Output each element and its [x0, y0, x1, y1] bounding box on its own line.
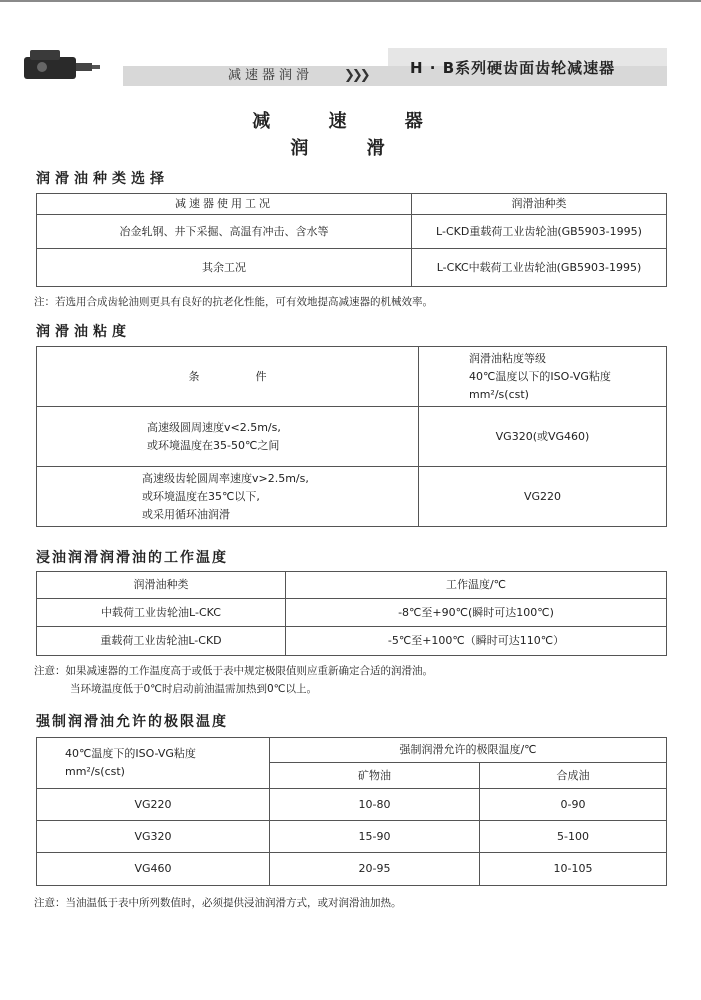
table-cell: VG320	[37, 821, 270, 853]
column-header-line: mm²/s(cst)	[65, 765, 125, 778]
table-cell: 中载荷工业齿轮油L-CKC	[37, 599, 286, 627]
table-cell	[37, 467, 419, 527]
section3-note-line1: 注意：如果减速器的工作温度高于或低于表中规定极限值则应重新确定合适的润滑油。	[34, 665, 433, 677]
top-rule	[0, 0, 701, 2]
table-header-row	[37, 347, 667, 407]
section3-heading: 浸油润滑润滑油的工作温度	[36, 550, 228, 566]
column-header	[419, 347, 667, 407]
table-cell: -8℃至+90℃(瞬时可达100℃)	[286, 599, 667, 627]
column-subheader: 合成油	[480, 763, 667, 789]
section1-note: 注：若选用合成齿轮油则更具有良好的抗老化性能，可有效地提高减速器的机械效率。	[34, 296, 433, 308]
table-cell: VG460	[37, 853, 270, 886]
table-row	[37, 215, 667, 249]
column-subheader: 矿物油	[270, 763, 480, 789]
section1-heading: 润滑油种类选择	[36, 171, 169, 187]
reducer-motor-icon	[22, 47, 102, 83]
header-section-label: 减速器润滑	[228, 68, 314, 83]
table-row	[37, 467, 667, 527]
cell-line: 高速级圆周速度v<2.5m/s,	[147, 420, 281, 434]
table-cell: 5-100	[480, 821, 667, 853]
header-series-title: H · B系列硬齿面齿轮减速器	[410, 59, 616, 77]
cell-line: 高速级齿轮圆周率速度v>2.5m/s,	[142, 471, 309, 485]
table-cell: 20-95	[270, 853, 480, 886]
column-header	[37, 738, 270, 789]
page-title-line1: 减 速 器	[252, 111, 449, 132]
table-cell: L-CKC中载荷工业齿轮油(GB5903-1995)	[412, 249, 667, 287]
section4-heading: 强制润滑油允许的极限温度	[36, 714, 228, 730]
section3-note-line2: 当环境温度低于0℃时启动前油温需加热到0℃以上。	[70, 683, 317, 695]
column-header: 条 件	[37, 347, 419, 407]
column-header: 润滑油种类	[412, 194, 667, 215]
column-header-line: 润滑油粘度等级	[469, 351, 546, 365]
table-row	[37, 627, 667, 656]
header-arrows: ❯❯❯	[344, 68, 368, 83]
table-row	[37, 599, 667, 627]
section2-heading: 润滑油粘度	[36, 324, 131, 340]
table-header-row	[37, 572, 667, 599]
table-row	[37, 249, 667, 287]
page-title-line2: 润 滑	[290, 138, 411, 159]
table-cell: L-CKD重载荷工业齿轮油(GB5903-1995)	[412, 215, 667, 249]
working-temperature-table	[36, 571, 667, 656]
column-header-line: 40℃温度下的ISO-VG粘度	[65, 747, 196, 760]
table-cell	[37, 407, 419, 467]
table-cell: VG220	[37, 789, 270, 821]
table-row	[37, 789, 667, 821]
section4-note: 注意：当油温低于表中所列数值时，必须提供浸油润滑方式，或对润滑油加热。	[34, 897, 402, 909]
table-cell: 重载荷工业齿轮油L-CKD	[37, 627, 286, 656]
table-cell: -5℃至+100℃（瞬时可达110℃）	[286, 627, 667, 656]
oil-viscosity-table	[36, 346, 667, 527]
table-cell: 15-90	[270, 821, 480, 853]
table-cell: 10-80	[270, 789, 480, 821]
column-header: 润滑油种类	[37, 572, 286, 599]
column-header-line: 40℃温度以下的ISO-VG粘度	[469, 369, 611, 383]
column-header: 工作温度/℃	[286, 572, 667, 599]
table-row	[37, 853, 667, 886]
table-cell: VG320(或VG460)	[419, 407, 667, 467]
table-cell: VG220	[419, 467, 667, 527]
table-header-row	[37, 738, 667, 763]
table-row	[37, 821, 667, 853]
forced-lubrication-table	[36, 737, 667, 886]
table-header-row	[37, 194, 667, 215]
table-cell: 冶金轧钢、井下采掘、高温有冲击、含水等	[37, 215, 412, 249]
column-header: 强制润滑允许的极限温度/℃	[270, 738, 667, 763]
table-cell: 10-105	[480, 853, 667, 886]
table-cell: 其余工况	[37, 249, 412, 287]
table-cell: 0-90	[480, 789, 667, 821]
cell-line: 或环境温度在35℃以下,	[142, 489, 260, 503]
column-header: 减速器使用工况	[37, 194, 412, 215]
oil-type-table	[36, 193, 667, 287]
column-header-line: mm²/s(cst)	[469, 387, 529, 401]
cell-line: 或采用循环油润滑	[142, 507, 230, 521]
cell-line: 或环境温度在35-50℃之间	[147, 438, 280, 452]
table-row	[37, 407, 667, 467]
